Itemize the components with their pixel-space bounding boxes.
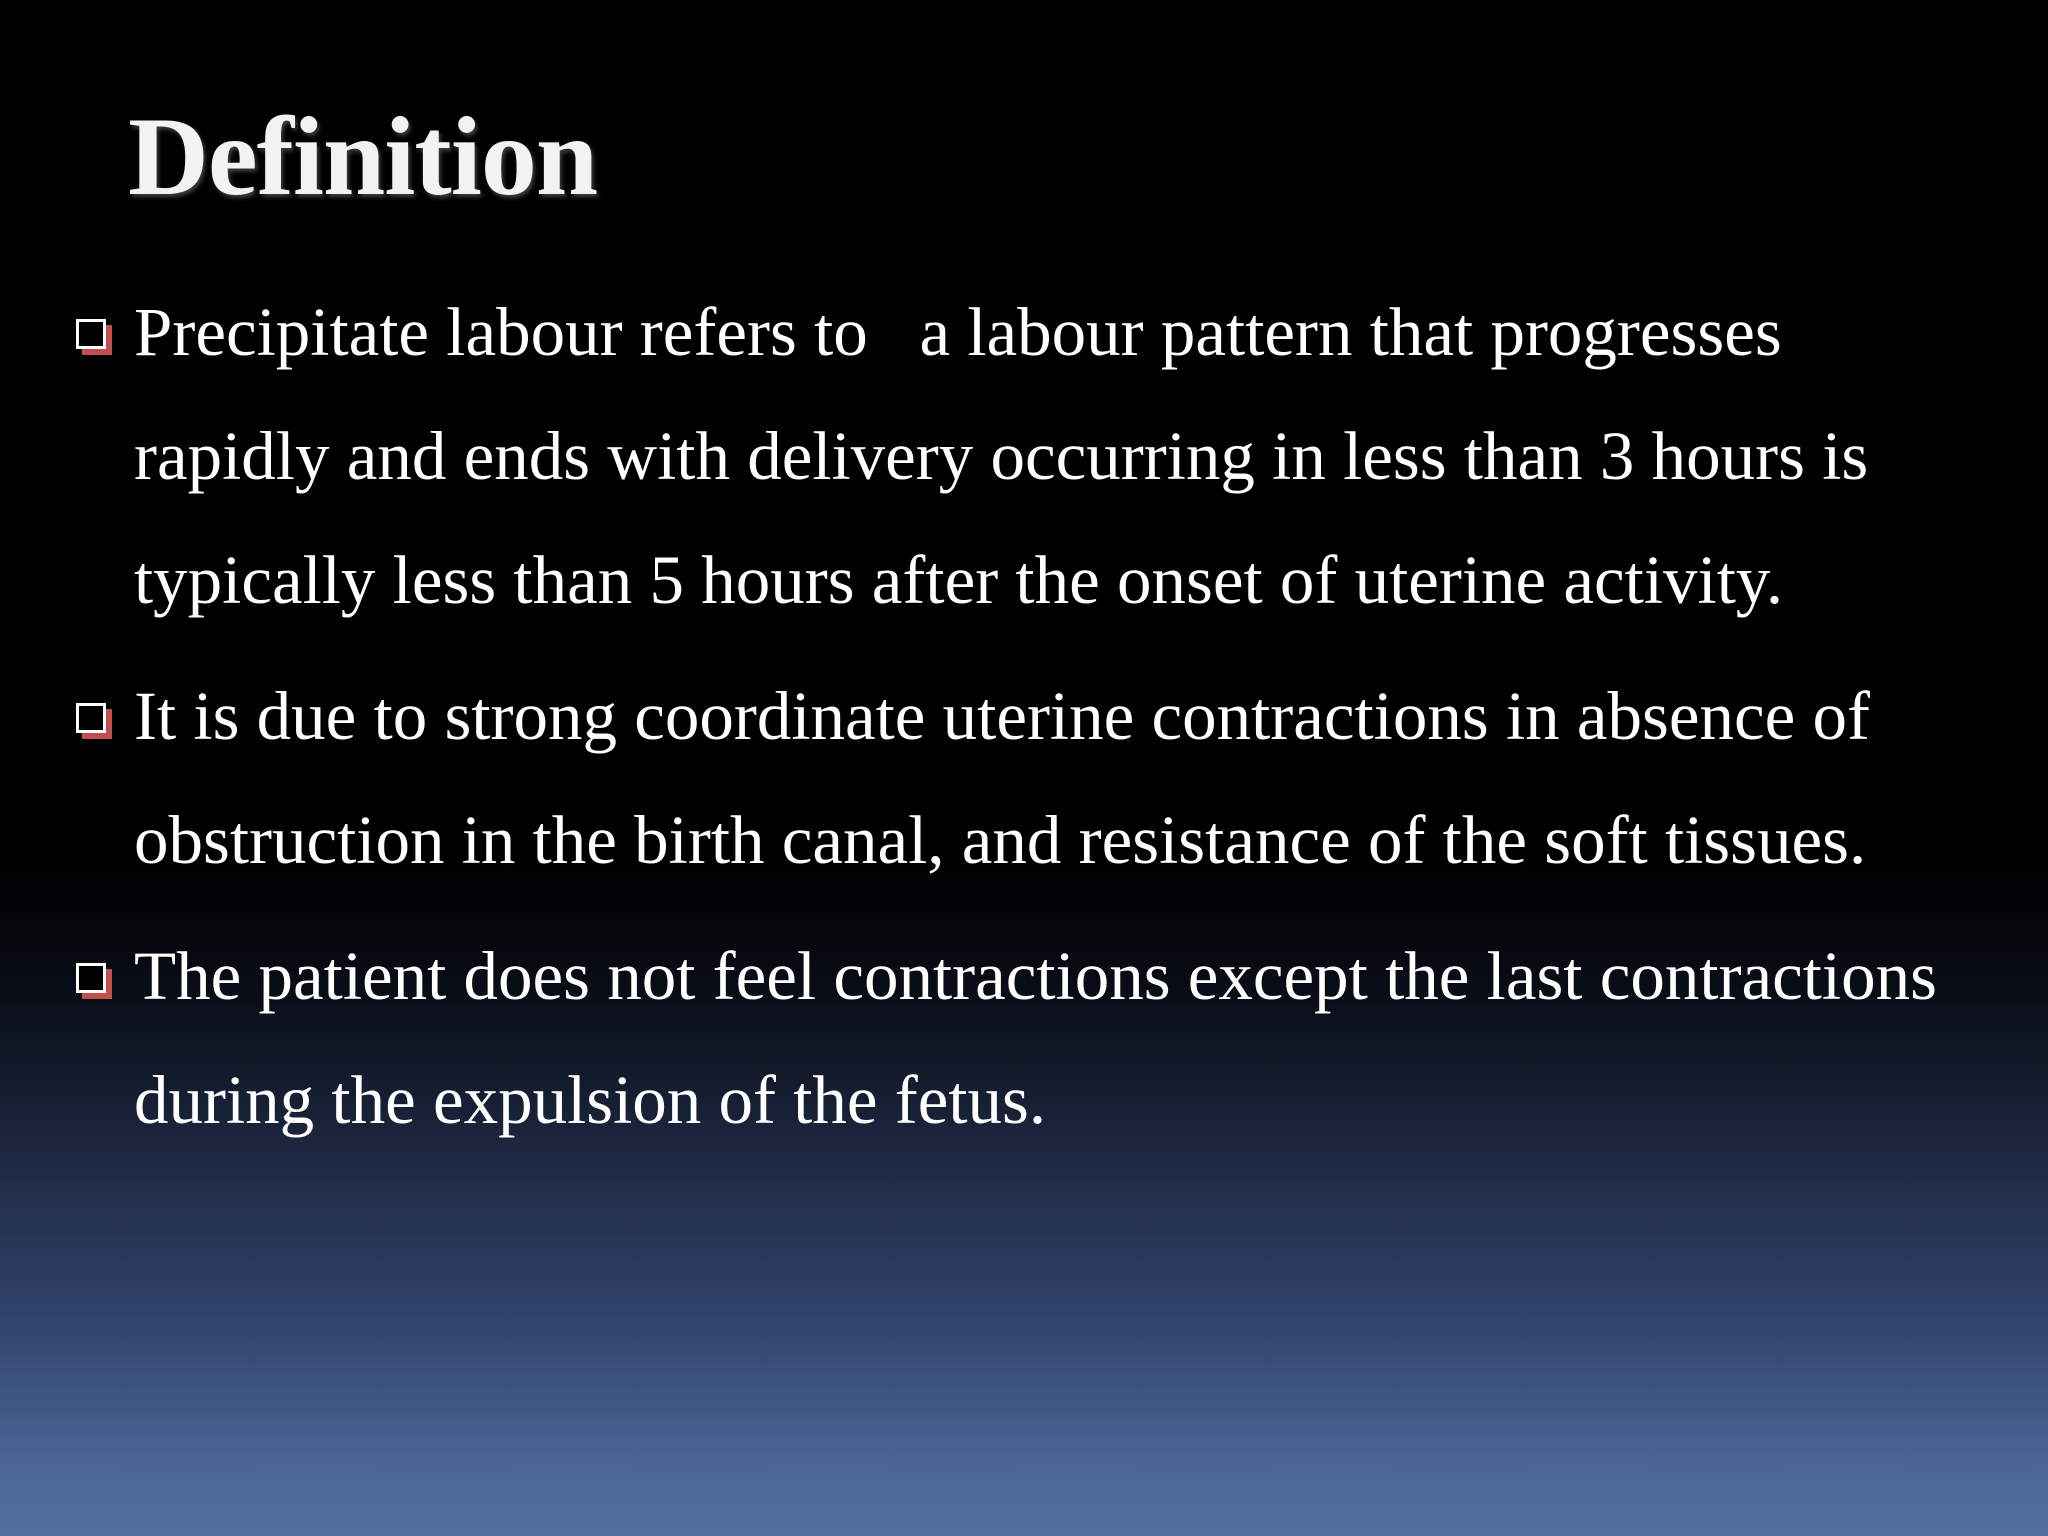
- bullet-text: The patient does not feel contractions except the last contractions during the expulsion of the fetus.: [134, 938, 1937, 1138]
- square-bullet-icon: [76, 963, 106, 993]
- bullet-list: [76, 270, 1976, 1162]
- square-bullet-icon: [76, 319, 106, 349]
- slide-title: Definition: [128, 95, 598, 219]
- bullet-text: It is due to strong coordinate uterine contractions in absence of obstruction in the birth canal, and resistance of the soft tissues.: [134, 678, 1870, 878]
- bullet-item: [76, 914, 1976, 1162]
- bullet-item: [76, 654, 1976, 902]
- bullet-item: [76, 270, 1976, 642]
- square-bullet-icon: [76, 703, 106, 733]
- bullet-text: Precipitate labour refers to a labour pattern that progresses rapidly and ends with delivery occurring in less than 3 hours is typically less than 5 hours after the onset of uterine activity.: [134, 294, 1886, 618]
